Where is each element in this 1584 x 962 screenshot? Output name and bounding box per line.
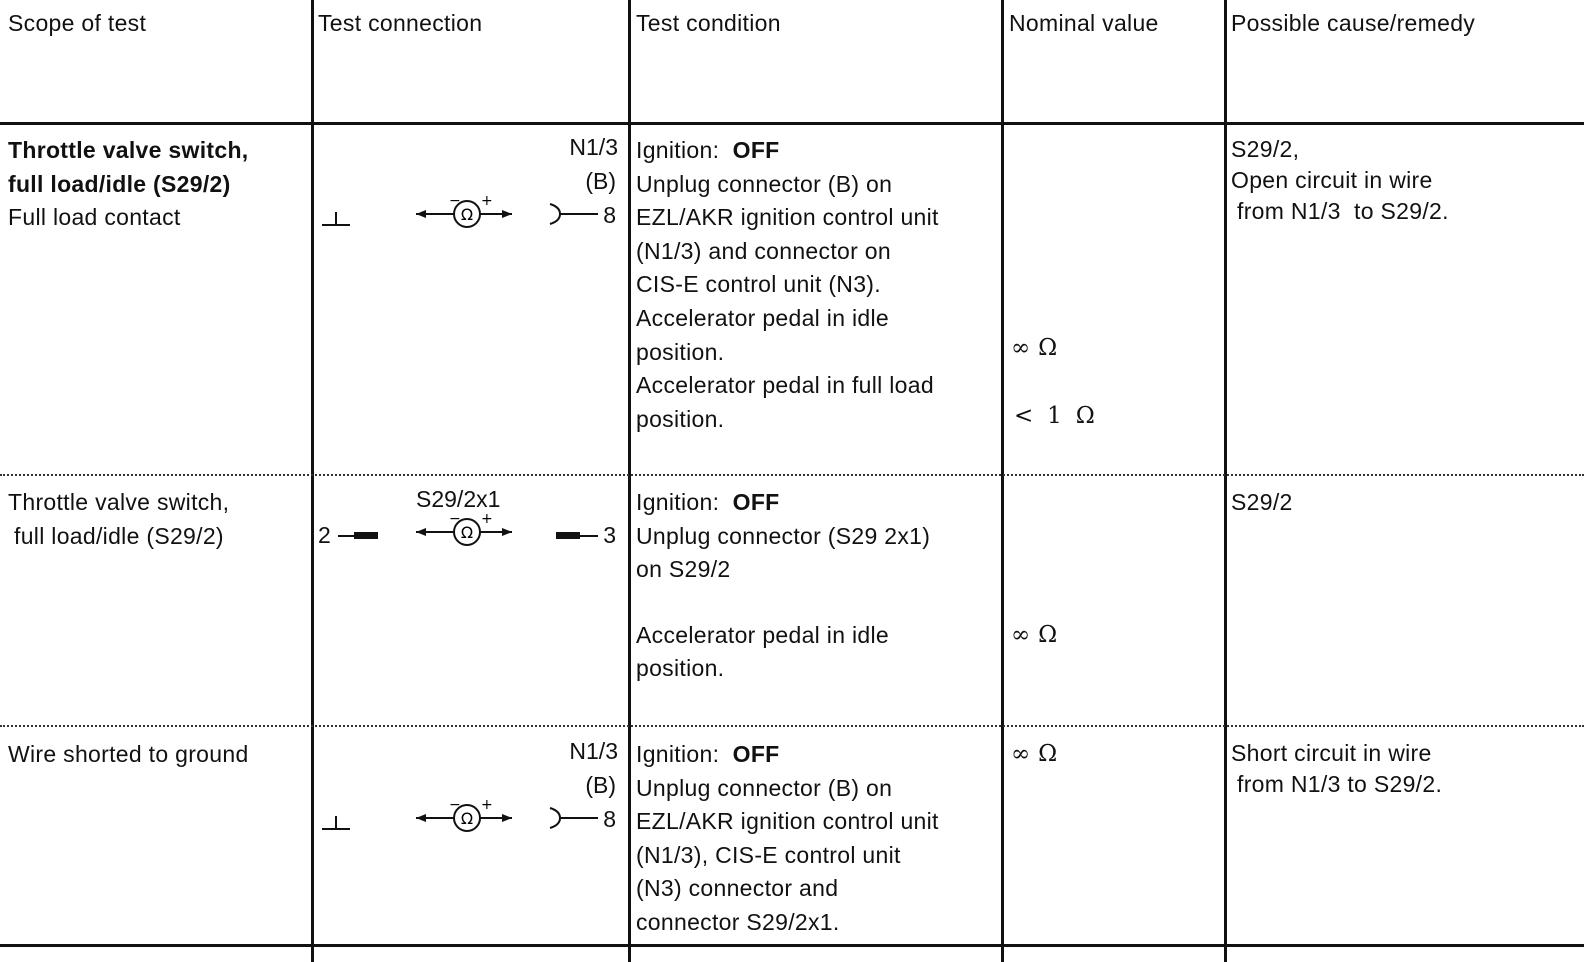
header-scope: Scope of test [8, 10, 147, 36]
row2-test-connection [314, 486, 626, 566]
cause-line: Short circuit in wire [1231, 740, 1432, 766]
ohmmeter-icon [416, 193, 512, 227]
condition-prefix: Ignition: [636, 741, 733, 767]
svg-text:Ω: Ω [460, 809, 474, 828]
connector-label: N1/3 [569, 134, 618, 160]
row1-nominal-full: < 1 Ω [1014, 403, 1096, 429]
svg-text:+: + [481, 797, 493, 813]
row-divider-1 [0, 474, 1584, 476]
ohmmeter-icon [416, 511, 512, 545]
row1-cause [1231, 134, 1449, 227]
condition-status: OFF [732, 137, 780, 163]
row2-cause [1231, 486, 1293, 520]
row3-nominal: ∞ Ω [1011, 741, 1058, 767]
svg-text:Ω: Ω [460, 205, 474, 224]
row1-scope-line: full load/idle (S29/2) [8, 170, 231, 197]
row1-condition [636, 134, 939, 436]
row3-scope [8, 738, 249, 772]
row1-scope-line: Throttle valve switch, [8, 137, 249, 163]
row2-nominal: ∞ Ω [1011, 622, 1058, 648]
condition-status: OFF [732, 489, 780, 515]
condition-line: Unplug connector (S29 2x1) [636, 522, 931, 549]
pin-number: 8 [603, 806, 616, 832]
svg-text:−: − [449, 797, 461, 813]
connector-socket-icon [550, 808, 598, 828]
condition-line [636, 486, 930, 520]
pin-number: 8 [603, 202, 616, 228]
svg-text:+: + [481, 193, 493, 209]
row3-cause [1231, 738, 1442, 800]
condition-line: Accelerator pedal in full load [636, 372, 934, 399]
cause-line: Open circuit in wire [1231, 167, 1433, 193]
condition-line: position. [636, 338, 725, 365]
row-divider-2 [0, 725, 1584, 727]
header-connection: Test connection [318, 10, 483, 36]
row3-condition [636, 738, 939, 940]
row3-test-connection [314, 738, 626, 858]
condition-line [636, 738, 939, 772]
condition-line: on S29/2 [636, 556, 731, 583]
connector-socket-icon [550, 204, 598, 224]
header-divider [0, 122, 1584, 125]
row3-scope-line: Wire shorted to ground [8, 741, 249, 767]
row1-scope [8, 134, 249, 235]
column-divider-4 [1224, 0, 1227, 962]
condition-line: (N1/3) and connector on [636, 237, 891, 264]
condition-line: Accelerator pedal in idle [636, 621, 889, 648]
ground-icon [322, 816, 350, 829]
condition-line: (N1/3), CIS-E control unit [636, 841, 901, 868]
row2-scope-line: Throttle valve switch, [8, 489, 230, 515]
header-condition: Test condition [636, 10, 781, 36]
svg-text:+: + [481, 511, 493, 527]
connector-label: S29/2x1 [416, 486, 501, 512]
condition-line: position. [636, 405, 725, 432]
condition-status: OFF [732, 741, 780, 767]
condition-line: connector S29/2x1. [636, 908, 840, 935]
ohmmeter-icon [416, 797, 512, 831]
condition-line: Accelerator pedal in idle [636, 304, 889, 331]
condition-line [636, 134, 939, 168]
condition-line: EZL/AKR ignition control unit [636, 808, 939, 835]
condition-line: CIS-E control unit (N3). [636, 271, 881, 298]
header-cause: Possible cause/remedy [1231, 10, 1476, 36]
cause-line: from N1/3 to S29/2. [1237, 771, 1443, 797]
row2-condition [636, 486, 930, 686]
connector-pin-right-icon [556, 532, 598, 539]
connector-sub-label: (B) [585, 772, 616, 798]
row2-scope-line: full load/idle (S29/2) [14, 522, 224, 549]
row1-scope-line: Full load contact [8, 204, 181, 231]
condition-line: EZL/AKR ignition control unit [636, 204, 939, 231]
row1-nominal-idle: ∞ Ω [1011, 335, 1058, 361]
cause-line: from N1/3 to S29/2. [1237, 198, 1449, 224]
column-divider-2 [628, 0, 631, 962]
ohmmeter-diagram [314, 738, 626, 858]
ground-icon [322, 212, 350, 225]
condition-line: Unplug connector (B) on [636, 774, 893, 801]
ohmmeter-diagram [314, 134, 626, 254]
condition-line: position. [636, 655, 725, 682]
row2-scope [8, 486, 229, 553]
row1-test-connection [314, 134, 626, 254]
ohmmeter-diagram [314, 486, 626, 566]
svg-text:−: − [449, 193, 461, 209]
condition-prefix: Ignition: [636, 489, 733, 515]
column-divider-3 [1001, 0, 1004, 962]
cause-line: S29/2 [1231, 489, 1293, 515]
svg-text:−: − [449, 511, 461, 527]
pin-number: 3 [603, 522, 616, 548]
header-nominal: Nominal value [1009, 10, 1159, 36]
connector-label: N1/3 [569, 738, 618, 764]
svg-text:Ω: Ω [460, 523, 474, 542]
condition-line: (N3) connector and [636, 875, 839, 902]
condition-prefix: Ignition: [636, 137, 733, 163]
bottom-border [0, 944, 1584, 947]
cause-line: S29/2, [1231, 136, 1300, 162]
connector-pin-left-icon [338, 532, 378, 539]
pin-number: 2 [318, 522, 331, 548]
connector-sub-label: (B) [585, 168, 616, 194]
condition-line: Unplug connector (B) on [636, 170, 893, 197]
